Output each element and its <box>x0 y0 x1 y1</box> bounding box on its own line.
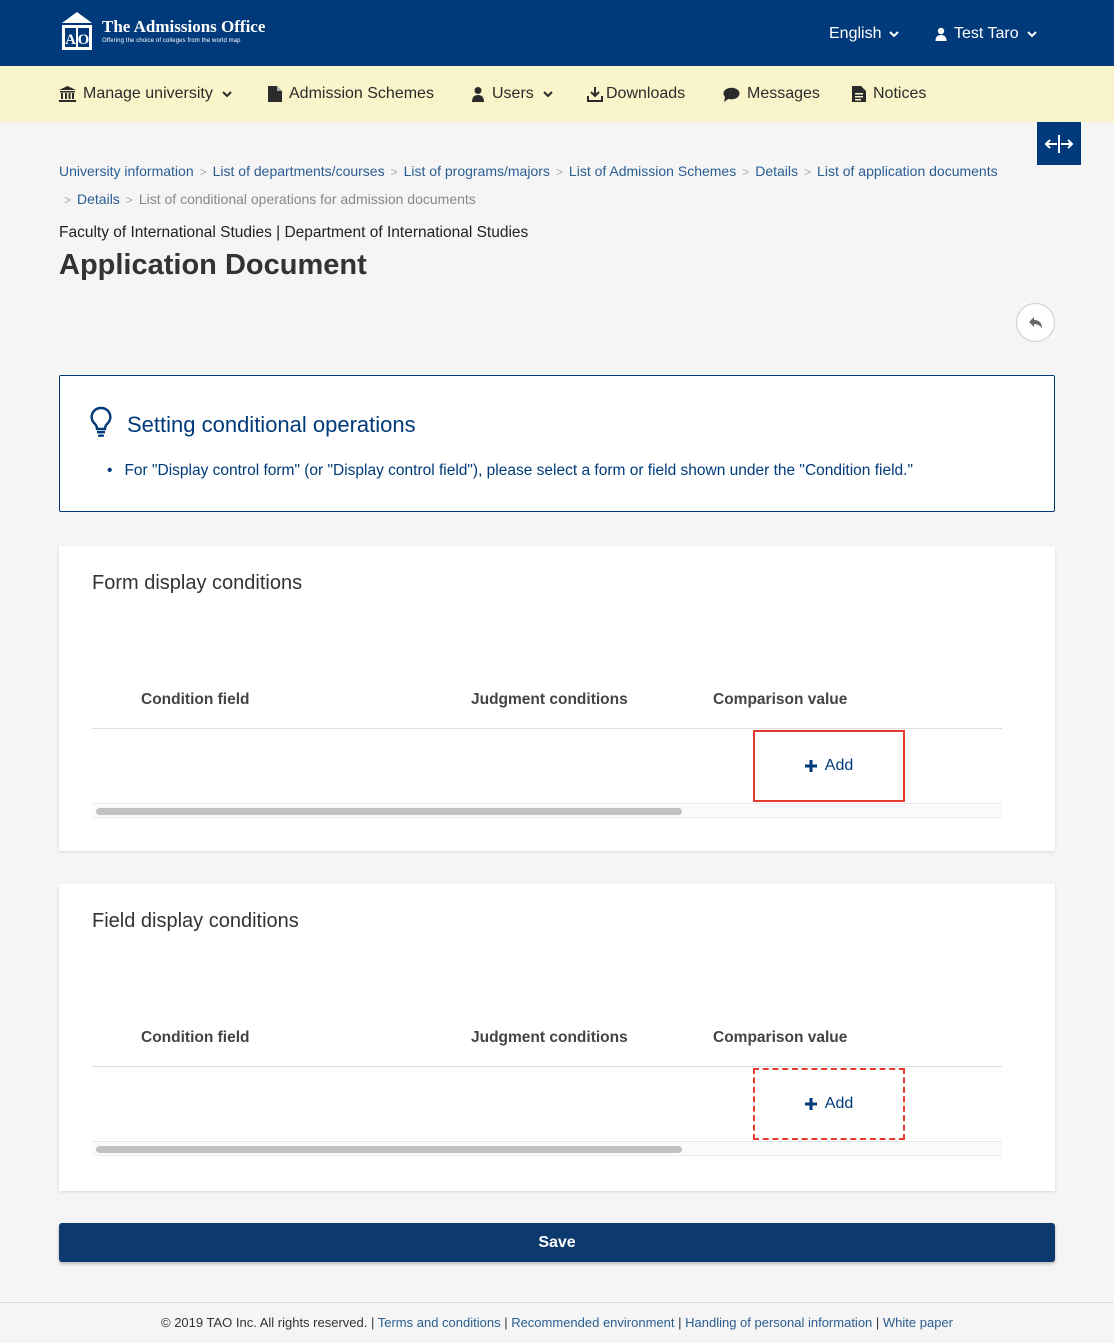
breadcrumb-link[interactable]: List of application documents <box>817 163 998 179</box>
user-icon <box>934 27 948 41</box>
logo-tagline: Offering the choice of colleges from the world map <box>102 38 241 44</box>
card-title: Field display conditions <box>92 910 299 932</box>
breadcrumb <box>59 158 1059 214</box>
svg-text:O: O <box>77 32 90 48</box>
nav-label: Downloads <box>606 85 686 102</box>
form-conditions-card <box>59 546 1055 851</box>
nav-admission-schemes[interactable] <box>268 84 434 104</box>
table-header-divider <box>92 728 1002 729</box>
column-header-comparison-value: Comparison value <box>713 691 848 708</box>
scrollbar-thumb[interactable] <box>96 1146 682 1153</box>
breadcrumb-separator: > <box>64 193 72 207</box>
add-label: Add <box>824 1095 854 1112</box>
card-title: Form display conditions <box>92 572 303 594</box>
nav-messages[interactable] <box>723 84 820 104</box>
reply-icon <box>1028 316 1044 330</box>
nav-label: Messages <box>747 85 820 102</box>
column-header-comparison-value: Comparison value <box>713 1029 848 1046</box>
chevron-down-icon <box>541 87 555 101</box>
breadcrumb-link[interactable]: University information <box>59 163 194 179</box>
footer: © 2019 TAO Inc. All rights reserved. | Terms and conditions | Recommended environment | Handling of personal information | White paper <box>0 1302 1114 1343</box>
nav-label: Manage university <box>83 85 213 102</box>
info-box <box>59 375 1055 512</box>
notice-icon <box>852 86 866 102</box>
lightbulb-icon <box>90 406 112 438</box>
nav-label: Users <box>492 85 534 102</box>
comment-icon <box>723 87 740 102</box>
table-row-divider <box>92 1141 1002 1142</box>
footer-link-terms[interactable]: Terms and conditions <box>377 1315 501 1330</box>
nav-notices[interactable] <box>852 84 926 104</box>
add-condition-button[interactable] <box>753 1068 905 1140</box>
add-label: Add <box>824 757 854 774</box>
chevron-down-icon <box>1025 27 1039 41</box>
add-condition-button[interactable] <box>753 730 905 802</box>
breadcrumb-link[interactable]: List of departments/courses <box>212 163 385 179</box>
svg-text:A: A <box>65 32 76 48</box>
plus-icon <box>805 1098 817 1110</box>
info-item: • For "Display control form" (or "Display control field"), please select a form or field shown under the "Condition field." <box>107 462 913 480</box>
horizontal-scrollbar[interactable] <box>92 805 1002 818</box>
breadcrumb-current: List of conditional operations for admission documents <box>138 191 476 207</box>
column-header-condition-field: Condition field <box>141 1029 250 1046</box>
info-list <box>107 462 913 480</box>
breadcrumb-separator: > <box>390 165 398 179</box>
chevron-down-icon <box>887 27 901 41</box>
breadcrumb-link[interactable]: Details <box>755 163 799 179</box>
breadcrumb-link[interactable]: Details <box>77 191 120 207</box>
nav-manage-university[interactable] <box>59 84 234 104</box>
arrows-horizontal-icon <box>1044 134 1074 154</box>
chevron-down-icon <box>220 87 234 101</box>
breadcrumb-link[interactable]: List of Admission Schemes <box>568 163 737 179</box>
page-subtitle: Faculty of International Studies | Department of International Studies <box>59 224 529 241</box>
breadcrumb-separator: > <box>199 165 207 179</box>
horizontal-scrollbar[interactable] <box>92 1143 1002 1156</box>
plus-icon <box>805 760 817 772</box>
copyright: © 2019 TAO Inc. All rights reserved. <box>161 1315 368 1330</box>
table-row-divider <box>92 803 1002 804</box>
column-header-condition-field: Condition field <box>141 691 250 708</box>
main-nav <box>0 66 1114 122</box>
breadcrumb-separator: > <box>555 165 563 179</box>
breadcrumb-separator: > <box>804 165 812 179</box>
language-dropdown[interactable] <box>829 22 901 46</box>
download-icon <box>587 86 603 102</box>
logo[interactable] <box>59 11 265 51</box>
save-button[interactable]: Save <box>59 1223 1055 1262</box>
page-title: Application Document <box>59 249 367 281</box>
table-header-divider <box>92 1066 1002 1067</box>
language-label: English <box>829 25 882 42</box>
info-title: Setting conditional operations <box>127 412 416 437</box>
top-header <box>0 0 1114 66</box>
nav-users[interactable] <box>471 84 555 104</box>
column-header-judgment-conditions: Judgment conditions <box>471 691 628 708</box>
nav-label: Notices <box>873 85 927 102</box>
field-conditions-card <box>59 884 1055 1191</box>
user-name: Test Taro <box>954 25 1019 42</box>
breadcrumb-separator: > <box>125 193 133 207</box>
user-icon <box>471 86 485 102</box>
user-menu[interactable] <box>934 22 1039 46</box>
footer-link-white-paper[interactable]: White paper <box>882 1315 953 1330</box>
column-header-judgment-conditions: Judgment conditions <box>471 1029 628 1046</box>
nav-label: Admission Schemes <box>289 85 434 102</box>
breadcrumb-separator: > <box>742 165 750 179</box>
footer-link-environment[interactable]: Recommended environment <box>511 1315 675 1330</box>
university-icon <box>59 86 76 102</box>
document-icon <box>268 86 282 102</box>
back-button[interactable] <box>1016 303 1055 342</box>
logo-title: The Admissions Office <box>102 17 266 36</box>
nav-downloads[interactable] <box>587 84 685 104</box>
logo-icon <box>59 11 95 51</box>
scrollbar-thumb[interactable] <box>96 808 682 815</box>
footer-link-privacy[interactable]: Handling of personal information <box>685 1315 873 1330</box>
breadcrumb-link[interactable]: List of programs/majors <box>403 163 550 179</box>
